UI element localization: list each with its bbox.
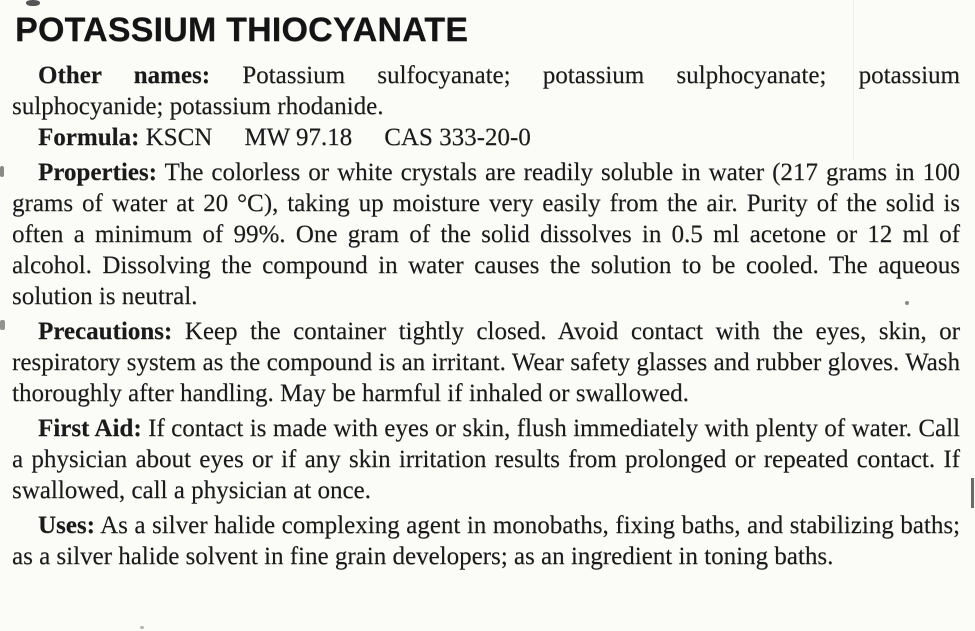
- paragraph-formula: [12, 122, 960, 153]
- paragraph-first-aid: [12, 413, 960, 506]
- paragraph-uses: [12, 510, 960, 572]
- entry-body: [0, 49, 975, 572]
- first-aid-text: If contact is made with eyes or skin, flush immediately with plenty of water. Call a physician about eyes or if any skin irritation results from prolonged or repeated contact. If swallowed, call a physician at once.: [12, 415, 960, 504]
- paragraph-other-names: [12, 60, 960, 122]
- other-names-text: Potassium sulfocyanate; potassium sulphocyanate; potassium sulphocyanide; potassium rhodanide.: [12, 62, 960, 120]
- scan-artifact-dot: [140, 626, 144, 629]
- first-aid-label: First Aid:: [38, 415, 142, 442]
- precautions-label: Precautions:: [38, 318, 173, 345]
- properties-text: The colorless or white crystals are readily soluble in water (217 grams in 100 grams of water at 20 °C), taking up moisture very easily from the air. Purity of the solid is often a minimum of 99%. One gram of the solid dissolves in 0.5 ml acetone or 12 ml of alcohol. Dissolving the compound in water causes the solution to be cooled. The aqueous solution is neutral.: [12, 159, 960, 310]
- other-names-label: Other names:: [38, 62, 211, 89]
- precautions-text: Keep the container tightly closed. Avoid contact with the eyes, skin, or respiratory system as the compound is an irritant. Wear safety glasses and rubber gloves. Wash thoroughly after handling. May be harmful if inhaled or swallowed.: [12, 318, 960, 407]
- paragraph-precautions: [12, 316, 960, 409]
- formula-label: Formula:: [38, 124, 140, 151]
- uses-text: As a silver halide complexing agent in monobaths, fixing baths, and stabilizing baths; as a silver halide solvent in fine grain developers; as an ingredient in toning baths.: [12, 512, 960, 570]
- formula-value: KSCN: [145, 124, 213, 151]
- properties-label: Properties:: [38, 159, 157, 186]
- cas-number-value: CAS 333-20-0: [384, 124, 531, 151]
- page-title: POTASSIUM THIOCYANATE: [15, 11, 469, 49]
- uses-label: Uses:: [38, 512, 95, 539]
- paragraph-properties: [12, 157, 960, 312]
- molecular-weight-value: MW 97.18: [244, 124, 353, 151]
